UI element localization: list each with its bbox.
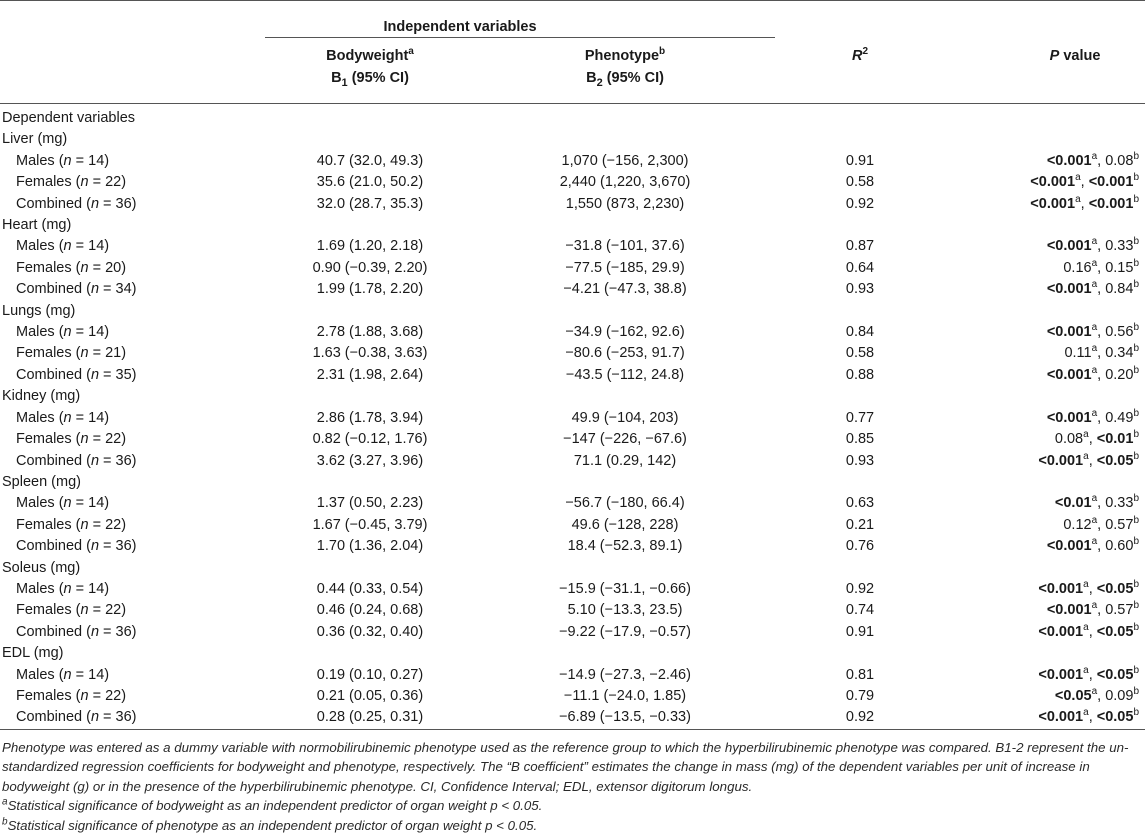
group-label: Spleen (mg) bbox=[2, 473, 81, 490]
row-label: Males (n = 14) bbox=[16, 666, 110, 683]
b1-cell: 1.99 (1.78, 2.20) bbox=[316, 281, 424, 298]
group-label: EDL (mg) bbox=[2, 645, 64, 662]
table-row bbox=[0, 194, 1145, 215]
group-label: Lungs (mg) bbox=[2, 302, 76, 319]
group-row bbox=[0, 643, 1145, 664]
p-value-cell: <0.001$^a$, <0.001$^b$ bbox=[1030, 172, 1140, 191]
p-value-cell: <0.001$^a$, <0.05$^b$ bbox=[1038, 621, 1140, 640]
table-row bbox=[0, 665, 1145, 686]
p-value-cell: <0.001$^a$, <0.05$^b$ bbox=[945, 707, 1145, 729]
row-label: Females (n = 20) bbox=[16, 259, 127, 276]
r2-cell: 0.87 bbox=[845, 238, 875, 255]
p-value-cell: <0.001$^a$, 0.60$^b$ bbox=[1046, 536, 1140, 555]
r2-cell: 0.79 bbox=[845, 687, 875, 704]
row-label: Combined (n = 36) bbox=[16, 623, 137, 640]
r2-cell: 0.76 bbox=[845, 538, 875, 555]
p-value-cell: <0.001$^a$, 0.56$^b$ bbox=[1046, 322, 1140, 341]
bodyweight-header: Bodyweight$^a$ $B_1$ (95% CI) bbox=[326, 46, 414, 89]
b2-cell: 71.1 (0.29, 142) bbox=[573, 452, 677, 469]
table-row bbox=[0, 579, 1145, 600]
r2-cell: 0.93 bbox=[845, 452, 875, 469]
r2-cell: 0.58 bbox=[845, 174, 875, 191]
row-label: Females (n = 21) bbox=[16, 345, 127, 362]
p-value-cell: <0.001$^a$, <0.05$^b$ bbox=[1038, 664, 1140, 683]
row-label: Males (n = 14) bbox=[16, 324, 110, 341]
table-row bbox=[0, 493, 1145, 514]
footnote-b: $^b$Statistical significance of phenotype as an independent predictor of organ weight p < 0.05. bbox=[2, 816, 538, 833]
group-row bbox=[0, 472, 1145, 493]
b2-cell: −34.9 (−162, 92.6) bbox=[565, 324, 685, 341]
r2-cell: 0.92 bbox=[775, 707, 945, 729]
table-row bbox=[0, 172, 1145, 193]
b2-cell: 1,550 (873, 2,230) bbox=[565, 195, 685, 212]
table-row bbox=[0, 151, 1145, 172]
r2-cell: 0.77 bbox=[845, 409, 875, 426]
p-value-cell: <0.001$^a$, 0.84$^b$ bbox=[1046, 279, 1140, 298]
group-label: Kidney (mg) bbox=[2, 388, 81, 405]
table-row bbox=[0, 600, 1145, 621]
phenotype-header: Phenotype$^b$ $B_2$ (95% CI) bbox=[584, 46, 666, 89]
b1-cell: 0.90 (−0.39, 2.20) bbox=[312, 259, 428, 276]
row-label: Males (n = 14) bbox=[16, 409, 110, 426]
r-squared-header: $R^2$ bbox=[851, 45, 869, 64]
table-row bbox=[0, 622, 1145, 643]
footnote-main: Phenotype was entered as a dummy variable with normobilirubinemic phenotype used as the reference group to which the hyperbilirubinemic phenotype was compared. B1-2 represent the un-standardized regression coefficients for bodyweight and phenotype, respectively. The “B coefficient” estimates the change in mass (mg) of the dependent variables per unit of increase in bodyweight (g) or in the presence of the hyperbilirubinemic phenotype. CI, Confidence Interval; EDL, extensor digitorum longus. bbox=[2, 739, 1129, 794]
table-row bbox=[0, 258, 1145, 279]
row-label: Females (n = 22) bbox=[16, 431, 127, 448]
p-value-cell: <0.001$^a$, <0.05$^b$ bbox=[1038, 450, 1140, 469]
b1-cell: 0.28 (0.25, 0.31) bbox=[265, 707, 475, 729]
row-label: Males (n = 14) bbox=[16, 495, 110, 512]
table-row bbox=[0, 322, 1145, 343]
independent-variables-header: Independent variables bbox=[265, 1, 775, 38]
header-row-sub bbox=[0, 38, 1145, 104]
group-label: Soleus (mg) bbox=[2, 559, 81, 576]
b2-cell: 2,440 (1,220, 3,670) bbox=[559, 174, 691, 191]
row-label: Combined (n = 36) bbox=[16, 195, 137, 212]
b2-cell: −80.6 (−253, 91.7) bbox=[565, 345, 685, 362]
table-row bbox=[0, 236, 1145, 257]
b1-cell: 0.46 (0.24, 0.68) bbox=[316, 602, 424, 619]
group-row bbox=[0, 301, 1145, 322]
table-row bbox=[0, 686, 1145, 707]
row-label: Males (n = 14) bbox=[16, 238, 110, 255]
b1-cell: 3.62 (3.27, 3.96) bbox=[316, 452, 424, 469]
group-row bbox=[0, 558, 1145, 579]
p-value-cell: <0.001$^a$, <0.05$^b$ bbox=[1038, 579, 1140, 597]
b2-cell: −4.21 (−47.3, 38.8) bbox=[563, 281, 687, 298]
p-value-cell: 0.08$^a$, <0.01$^b$ bbox=[1054, 429, 1140, 448]
p-value-cell: <0.001$^a$, 0.33$^b$ bbox=[1046, 236, 1140, 255]
b2-cell: 49.6 (−128, 228) bbox=[571, 516, 679, 533]
r2-cell: 0.91 bbox=[845, 623, 875, 640]
b1-cell: 2.86 (1.78, 3.94) bbox=[316, 409, 424, 426]
b1-cell: 2.31 (1.98, 2.64) bbox=[316, 366, 424, 383]
b2-cell: −11.1 (−24.0, 1.85) bbox=[563, 687, 687, 704]
p-value-cell: <0.001$^a$, 0.20$^b$ bbox=[1046, 365, 1140, 383]
b1-cell: 2.78 (1.88, 3.68) bbox=[316, 324, 424, 341]
table-row bbox=[0, 451, 1145, 472]
b2-cell: 18.4 (−52.3, 89.1) bbox=[567, 538, 683, 555]
r2-cell: 0.58 bbox=[845, 345, 875, 362]
table-body bbox=[0, 104, 1145, 730]
table-footnotes bbox=[0, 730, 1144, 836]
table-row bbox=[0, 429, 1145, 450]
group-label: Heart (mg) bbox=[2, 217, 72, 234]
b1-cell: 0.19 (0.10, 0.27) bbox=[316, 666, 424, 683]
r2-cell: 0.91 bbox=[845, 152, 875, 169]
b1-cell: 1.37 (0.50, 2.23) bbox=[316, 495, 424, 512]
r2-cell: 0.64 bbox=[845, 259, 875, 276]
b1-cell: 1.69 (1.20, 2.18) bbox=[316, 238, 424, 255]
table-row bbox=[0, 343, 1145, 364]
b2-cell: −43.5 (−112, 24.8) bbox=[565, 366, 685, 383]
row-label: Females (n = 22) bbox=[16, 174, 127, 191]
p-value-cell: 0.11$^a$, 0.34$^b$ bbox=[1064, 343, 1140, 362]
p-value-cell: 0.16$^a$, 0.15$^b$ bbox=[1063, 258, 1140, 276]
row-label: Combined (n = 34) bbox=[16, 281, 137, 298]
group-row bbox=[0, 129, 1145, 150]
r2-cell: 0.84 bbox=[845, 324, 875, 341]
r2-cell: 0.74 bbox=[845, 602, 875, 619]
b1-cell: 35.6 (21.0, 50.2) bbox=[316, 174, 424, 191]
b1-cell: 1.67 (−0.45, 3.79) bbox=[312, 516, 428, 533]
b2-cell: −15.9 (−31.1, −0.66) bbox=[559, 580, 691, 597]
row-label: Females (n = 22) bbox=[16, 516, 127, 533]
r2-cell: 0.92 bbox=[845, 580, 875, 597]
row-label: Females (n = 22) bbox=[16, 602, 127, 619]
b1-cell: 1.63 (−0.38, 3.63) bbox=[312, 345, 428, 362]
row-label: Combined (n = 36) bbox=[16, 452, 137, 469]
b2-cell: 1,070 (−156, 2,300) bbox=[561, 152, 689, 169]
b2-cell: −14.9 (−27.3, −2.46) bbox=[559, 666, 691, 683]
b2-cell: 49.9 (−104, 203) bbox=[571, 409, 679, 426]
b1-cell: 0.44 (0.33, 0.54) bbox=[316, 580, 424, 597]
r2-cell: 0.93 bbox=[845, 281, 875, 298]
row-label: Combined (n = 35) bbox=[16, 366, 137, 383]
b2-cell: −56.7 (−180, 66.4) bbox=[565, 495, 685, 512]
group-row bbox=[0, 386, 1145, 407]
b2-cell: −9.22 (−17.9, −0.57) bbox=[559, 623, 691, 640]
b1-cell: 40.7 (32.0, 49.3) bbox=[316, 152, 424, 169]
p-value-cell: <0.001$^a$, 0.08$^b$ bbox=[1046, 150, 1140, 169]
row-label: Combined (n = 36) bbox=[0, 707, 265, 729]
table-row bbox=[0, 536, 1145, 557]
group-label: Liver (mg) bbox=[2, 131, 68, 148]
b1-cell: 0.82 (−0.12, 1.76) bbox=[312, 431, 428, 448]
dependent-variables-label: Dependent variables bbox=[2, 110, 136, 126]
p-value-header: P value bbox=[1049, 47, 1101, 64]
group-row bbox=[0, 215, 1145, 236]
r2-cell: 0.21 bbox=[845, 516, 875, 533]
dependent-variables-row bbox=[0, 104, 1145, 130]
table-row bbox=[0, 279, 1145, 300]
r2-cell: 0.85 bbox=[845, 431, 875, 448]
row-label: Females (n = 22) bbox=[16, 687, 127, 704]
p-value-cell: <0.05$^a$, 0.09$^b$ bbox=[1054, 686, 1140, 704]
p-value-cell: 0.12$^a$, 0.57$^b$ bbox=[1063, 514, 1140, 533]
r2-cell: 0.92 bbox=[845, 195, 875, 212]
footnote-a: $^a$Statistical significance of bodyweight as an independent predictor of organ weight p < 0.05. bbox=[2, 796, 543, 814]
p-value-cell: <0.001$^a$, 0.49$^b$ bbox=[1046, 407, 1140, 426]
b1-cell: 0.36 (0.32, 0.40) bbox=[316, 623, 424, 640]
r2-cell: 0.81 bbox=[845, 666, 875, 683]
p-value-cell: <0.001$^a$, 0.57$^b$ bbox=[1046, 600, 1140, 619]
row-label: Males (n = 14) bbox=[16, 152, 110, 169]
p-value-cell: <0.01$^a$, 0.33$^b$ bbox=[1054, 493, 1140, 512]
row-label: Males (n = 14) bbox=[16, 580, 110, 597]
header-row-top bbox=[0, 1, 1145, 38]
p-value-cell: <0.001$^a$, <0.001$^b$ bbox=[1030, 193, 1140, 212]
r2-cell: 0.88 bbox=[845, 366, 875, 383]
b1-cell: 0.21 (0.05, 0.36) bbox=[316, 687, 424, 704]
row-label: Combined (n = 36) bbox=[16, 538, 137, 555]
b2-cell: −77.5 (−185, 29.9) bbox=[565, 259, 685, 276]
table-row bbox=[0, 707, 1145, 729]
table-row bbox=[0, 365, 1145, 386]
table-row bbox=[0, 515, 1145, 536]
table-row bbox=[0, 408, 1145, 429]
b2-cell: −31.8 (−101, 37.6) bbox=[565, 238, 685, 255]
b2-cell: −6.89 (−13.5, −0.33) bbox=[475, 707, 775, 729]
r2-cell: 0.63 bbox=[845, 495, 875, 512]
b1-cell: 32.0 (28.7, 35.3) bbox=[316, 195, 424, 212]
b1-cell: 1.70 (1.36, 2.04) bbox=[316, 538, 424, 555]
b2-cell: 5.10 (−13.3, 23.5) bbox=[567, 602, 683, 619]
b2-cell: −147 (−226, −67.6) bbox=[563, 431, 687, 448]
